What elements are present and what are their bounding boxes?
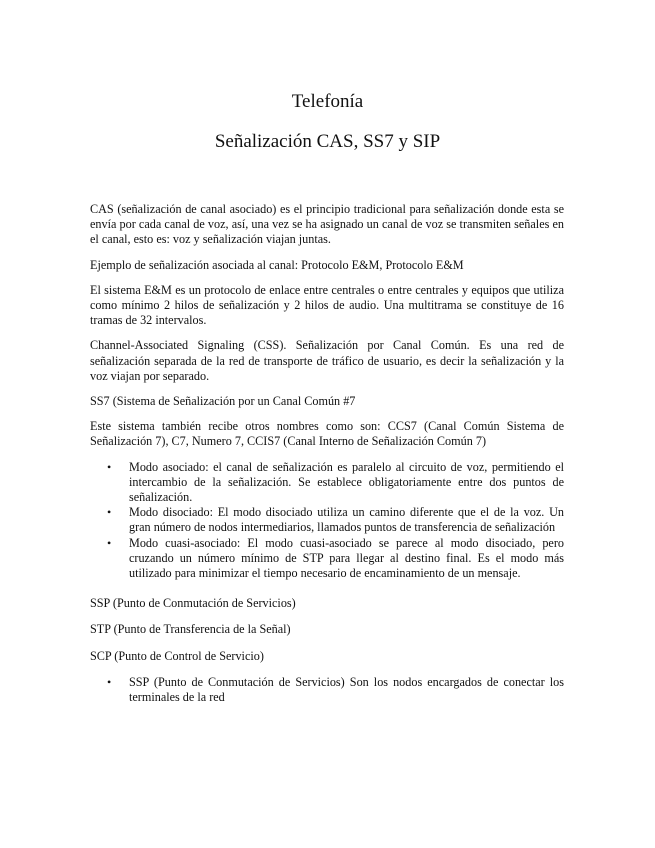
- bullet-icon: •: [107, 535, 112, 550]
- paragraph-css: Channel-Associated Signaling (CSS). Señalización por Canal Común. Es una red de señalización separada de la red de transporte de tráfico de usuario, es decir la señalización y la voz viajan por separado.: [90, 338, 564, 383]
- list-item-modo-disociado: [107, 505, 564, 535]
- paragraph-em-system: El sistema E&M es un protocolo de enlace entre centrales o entre centrales y equipos que utiliza como mínimo 2 hilos de señalización y 2 hilos de audio. Una multitrama se constituye de 16 tramas de 32 intervalos.: [90, 282, 564, 328]
- section-stp: STP (Punto de Transferencia de la Señal): [90, 622, 291, 637]
- section-scp: SCP (Punto de Control de Servicio): [90, 648, 264, 663]
- list-item-ssp: [107, 674, 564, 705]
- bullet-icon: •: [107, 459, 112, 474]
- paragraph-em-example: Ejemplo de señalización asociada al canal: Protocolo E&M, Protocolo E&M: [90, 257, 464, 272]
- ssp-list: [90, 675, 564, 705]
- bullet-icon: •: [107, 505, 112, 520]
- bullet-icon: •: [107, 674, 112, 689]
- document-subtitle: Señalización CAS, SS7 y SIP: [214, 131, 441, 152]
- list-item-text: Modo disociado: El modo disociado utiliza un camino diferente que el de la voz. Un gran número de nodos intermediarios, llamados puntos de transferencia de señalización: [129, 505, 564, 535]
- paragraph-ss7: SS7 (Sistema de Señalización por un Canal Común #7: [90, 394, 356, 409]
- list-item-modo-asociado: [107, 459, 564, 506]
- paragraph-cas: CAS (señalización de canal asociado) es el principio tradicional para señalización donde esta se envía por cada canal de voz, así, una vez se ha asignado un canal de voz se transmiten señales en el canal, esto es: voz y señalización viajan juntas.: [90, 202, 564, 247]
- section-ssp: SSP (Punto de Conmutación de Servicios): [90, 596, 296, 611]
- document-body: [90, 202, 564, 720]
- list-item-text: Modo cuasi-asociado: El modo cuasi-asociado se parece al modo disociado, pero cruzando un número mínimo de STP para llegar al destino final. Es el modo más utilizado para minimizar el tiempo necesario de encaminamiento de un mensaje.: [129, 535, 564, 581]
- paragraph-ss7-names: Este sistema también recibe otros nombres como son: CCS7 (Canal Común Sistema de Señalización 7), C7, Numero 7, CCIS7 (Canal Interno de Señalización Común 7): [90, 419, 564, 449]
- list-item-text: SSP (Punto de Conmutación de Servicios) Son los nodos encargados de conectar los terminales de la red: [129, 674, 564, 705]
- list-item-modo-cuasi-asociado: [107, 535, 564, 582]
- list-item-text: Modo asociado: el canal de señalización es paralelo al circuito de voz, permitiendo el intercambio de la señalización. Se establece obligatoriamente entre dos puntos de señalización.: [129, 459, 564, 505]
- document-title: Telefonía: [291, 91, 364, 112]
- modes-list: [90, 460, 564, 582]
